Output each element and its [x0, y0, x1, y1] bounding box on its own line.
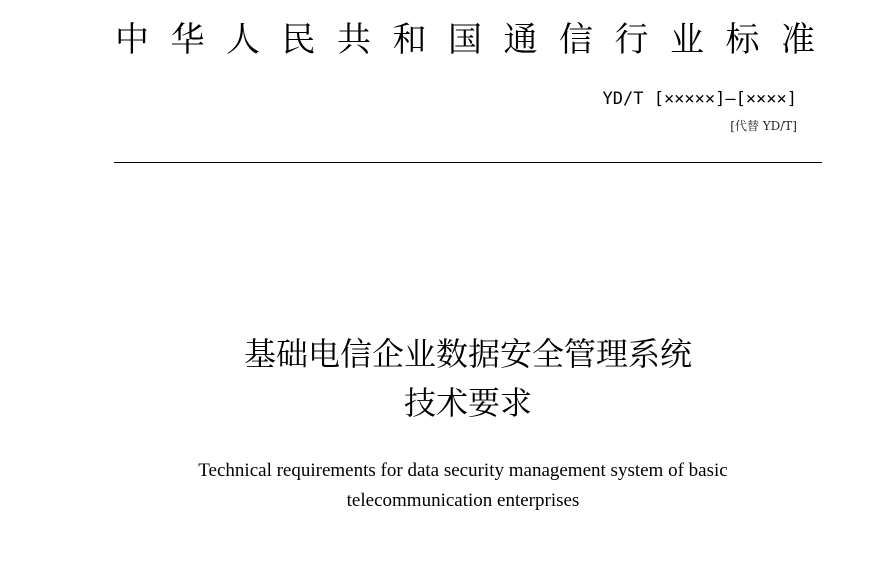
- title-char: 通: [503, 20, 538, 60]
- title-char: 华: [170, 20, 205, 60]
- title-char: 人: [226, 20, 260, 60]
- title-char: 准: [781, 20, 815, 60]
- document-title-en-line2: telecommunication enterprises: [346, 490, 580, 511]
- title-char: 国: [448, 20, 482, 60]
- title-char: 中: [115, 20, 149, 60]
- header-divider: [114, 162, 822, 163]
- title-char: 民: [281, 20, 316, 60]
- document-title-en-line1: Technical requirements for data security management system of basic: [198, 460, 728, 481]
- replaces-note: [代替 YD/T]: [730, 119, 797, 133]
- document-title-zh-line1: 基础电信企业数据安全管理系统: [243, 335, 692, 373]
- title-char: 共: [337, 20, 371, 60]
- title-char: 行: [614, 20, 649, 60]
- title-char: 信: [559, 20, 593, 60]
- standard-category-title: [115, 18, 815, 62]
- title-char: 标: [725, 20, 760, 60]
- document-title-zh-line2: 技术要求: [403, 384, 532, 422]
- title-char: 和: [392, 20, 427, 60]
- standard-number: YD/T [×××××]—[××××]: [602, 89, 797, 109]
- title-char: 业: [670, 20, 704, 60]
